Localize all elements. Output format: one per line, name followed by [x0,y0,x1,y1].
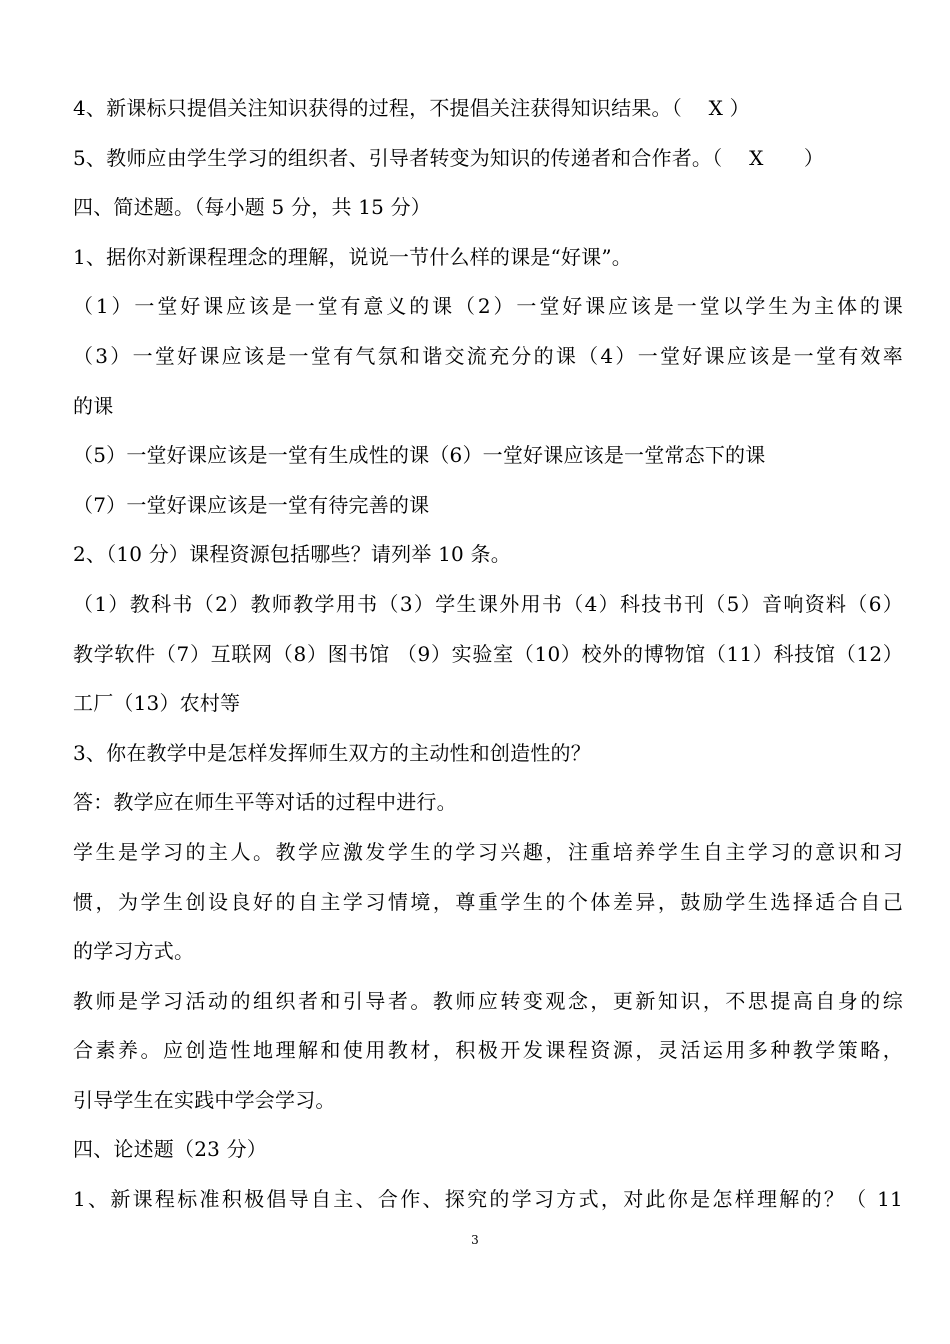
answer-1-line-5: （7）一堂好课应该是一堂有待完善的课 [73,492,430,517]
question-2: 2、（10 分）课程资源包括哪些？请列举 10 条。 [73,542,511,567]
answer-2-line-1: （1）教科书（2）教师教学用书（3）学生课外用书（4）科技书刊（5）音响资料（6） [73,591,903,616]
question-3: 3、你在教学中是怎样发挥师生双方的主动性和创造性的？ [73,740,591,765]
section-heading-essay: 四、论述题（23 分） [73,1137,268,1162]
page-number: 3 [471,1233,479,1247]
true-false-item-4: 4、新课标只提倡关注知识获得的过程，不提倡关注获得知识结果。（ X ） [73,96,750,120]
question-1: 1、据你对新课程理念的理解，说说一节什么样的课是“好课”。 [73,244,632,269]
answer-3-para-2-line-3: 引导学生在实践中学会学习。 [73,1087,336,1112]
document-body [73,88,903,1229]
answer-3-para-1-line-1: 学生是学习的主人。教学应激发学生的学习兴趣，注重培养学生自主学习的意识和习 [73,839,903,864]
answer-2-line-3: 工厂（13）农村等 [73,691,241,716]
answer-1-line-4: （5）一堂好课应该是一堂有生成性的课（6）一堂好课应该是一堂常态下的课 [73,443,766,468]
answer-3-para-1-line-2: 惯，为学生创设良好的自主学习情境，尊重学生的个体差异，鼓励学生选择适合自己 [73,889,903,914]
answer-1-line-1: （1）一堂好课应该是一堂有意义的课（2）一堂好课应该是一堂以学生为主体的课 [73,294,903,319]
answer-3-para-2-line-2: 合素养。应创造性地理解和使用教材，积极开发课程资源，灵活运用多种教学策略， [73,1038,903,1063]
true-false-item-5: 5、教师应由学生学习的组织者、引导者转变为知识的传递者和合作者。（ X ） [73,145,825,170]
answer-3-para-1-line-3: 的学习方式。 [73,939,195,964]
section-heading-short-answer: 四、简述题。（每小题 5 分，共 15 分） [73,195,432,220]
answer-3-intro: 答：教学应在师生平等对话的过程中进行。 [73,790,457,815]
answer-1-line-2: （3）一堂好课应该是一堂有气氛和谐交流充分的课（4）一堂好课应该是一堂有效率 [73,343,903,368]
essay-question-1: 1、新课程标准积极倡导自主、合作、探究的学习方式，对此你是怎样理解的？（ 11 [73,1187,903,1212]
answer-2-line-2: 教学软件（7）互联网（8）图书馆 （9）实验室（10）校外的博物馆（11）科技馆（12） [73,641,903,666]
answer-1-line-3: 的课 [73,393,114,418]
answer-3-para-2-line-1: 教师是学习活动的组织者和引导者。教师应转变观念，更新知识，不思提高自身的综 [73,988,903,1013]
